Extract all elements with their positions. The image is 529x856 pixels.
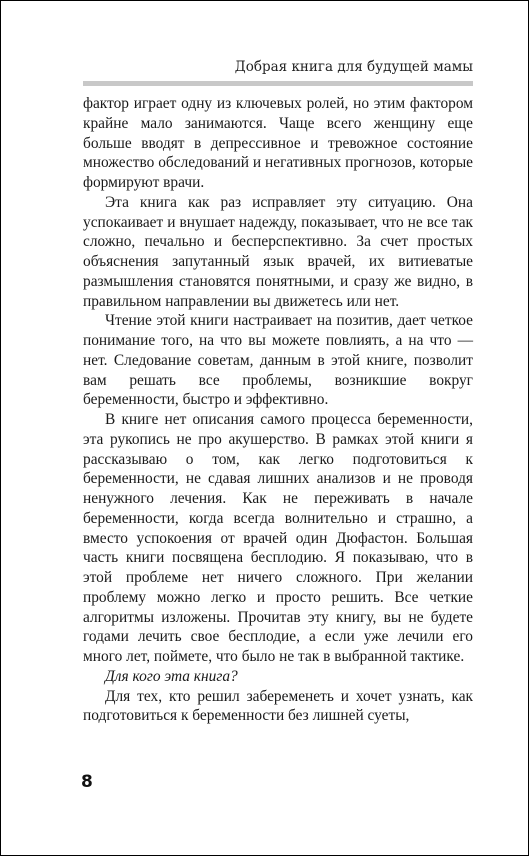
body-text bbox=[83, 94, 473, 726]
paragraph: В книге нет описания самого процесса беременности, эта рукопись не про акушерство. В рамках этой книги я рассказываю о том, как легко подготовиться к беременности, не сдавая лишних анализов и не проводя ненужного лечения. Как не переживать в начале беременности, когда всегда волнительно и страшно, а вместо успокоения от врачей один Дюфастон. Большая часть книги посвящена бесплодию. Я показываю, что в этой проблеме нет ничего сложного. При желании проблему можно легко и просто решить. Все четкие алгоритмы изложены. Прочитав эту книгу, вы не будете годами лечить свое бесплодие, а если уже лечили его много лет, поймете, что было не так в выбранной тактике. bbox=[83, 411, 473, 665]
page-number: 8 bbox=[81, 772, 93, 792]
paragraph: фактор играет одну из ключевых ролей, но этим фактором крайне мало занимаются. Чаще всего женщину еще больше вводят в депрессивное и тревожное состояние множество обследований и негативных прогнозов, которые формируют врачи. bbox=[83, 95, 473, 191]
paragraph: Для тех, кто решил забеременеть и хочет узнать, как подготовиться к беременности без лишней суеты, bbox=[83, 687, 473, 725]
running-header: Добрая книга для будущей мамы bbox=[234, 59, 473, 75]
section-question: Для кого эта книга? bbox=[105, 667, 238, 685]
paragraph: Эта книга как раз исправляет эту ситуацию. Она успокаивает и внушает надежду, показывает, что не все так сложно, печально и бесперспективно. За счет простых объяснения запутанный язык врачей, их витиеватые размышления становятся понятными, и сразу же видно, в правильном направлении вы движетесь или нет. bbox=[83, 193, 473, 310]
paragraph: Чтение этой книги настраивает на позитив, дает четкое понимание того, на что вы можете повлиять, а на что — нет. Следование советам, данным в этой книге, позволит вам решать все проблемы, возникшие вокруг беременности, быстро и эффективно. bbox=[83, 312, 473, 409]
header-rule bbox=[83, 81, 473, 86]
